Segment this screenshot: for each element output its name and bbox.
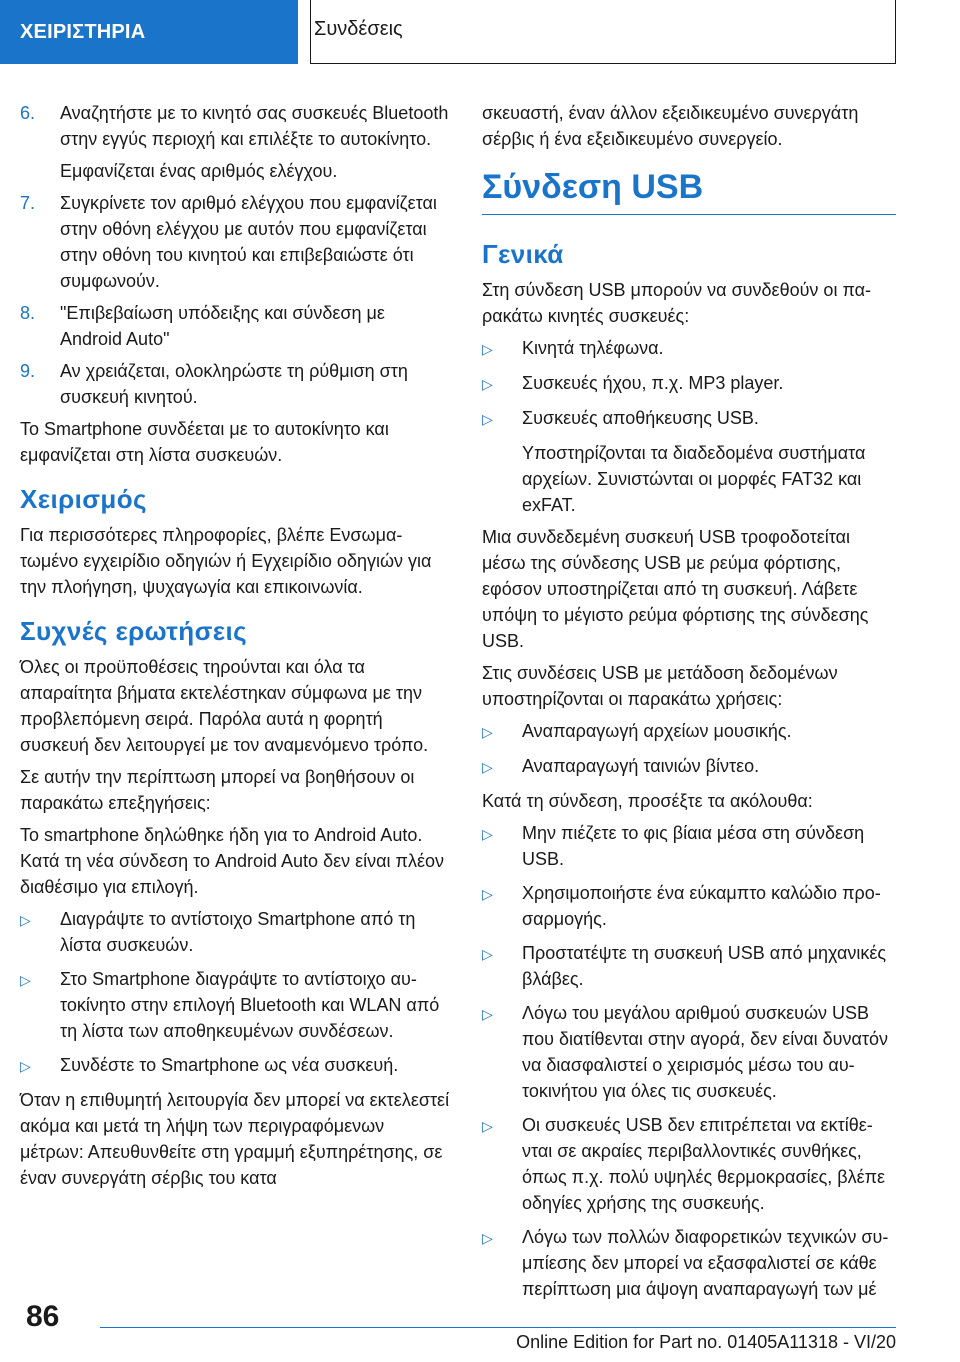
step-item: 9. Αν χρειάζεται, ολοκληρώστε τη ρύθμιση στη συσκευή κινητού. (20, 361, 408, 407)
triangle-bullet-icon: ▷ (482, 826, 493, 842)
paragraph: Για περισσότερες πληροφορίες, βλέπε Ενσωματωμένο εγχειρίδιο οδηγιών ή Εγχειρίδιο οδηγιών για την πλοήγηση, ψυχαγωγία και επικοινωνία. (20, 525, 432, 597)
list-item: ▷ Λόγω των πολλών διαφορετικών τεχνικών συμπίεσης δεν μπορεί να εξασφαλιστεί σε κάθε περίπτωση μια άψογη αναπαραγωγή των μέ (482, 1224, 896, 1302)
header-rule (310, 63, 896, 64)
step-item: 7. Συγκρίνετε τον αριθμό ελέγχου που εμφανίζεται στην οθόνη ελέγχου με αυτόν που εμφανίζεται στην οθόνη του κινητού και επιβεβαιώστε ότι συμφωνούν. (20, 193, 437, 291)
paragraph: Όλες οι προϋποθέσεις τηρούνται και όλα τα απαραίτητα βήματα εκτελέστηκαν σύμφωνα με την προβλεπόμενη σειρά. Παρόλα αυτά η φορητή συσκευή δεν λειτουργεί με τον αναμενόμενο τρόπο. (20, 657, 429, 755)
paragraph: Στις συνδέσεις USB με μετάδοση δεδομένων υποστηρίζονται οι παρακάτω χρήσεις: (482, 663, 838, 709)
triangle-bullet-icon: ▷ (482, 759, 493, 775)
paragraph: Όταν η επιθυμητή λειτουργία δεν μπορεί να εκτελεστεί ακόμα και μετά τη λήψη των περιγραφόμενων μέτρων: Απευθυνθείτε στη γραμμή εξυπηρέτησης, σε έναν συνεργάτη σέρβις του κατα (20, 1090, 450, 1188)
triangle-bullet-icon: ▷ (482, 341, 493, 357)
list-item: ▷ Διαγράψτε το αντίστοιχο Smartphone από τη λίστα συσκευών. (20, 906, 450, 958)
section-tab: ΧΕΙΡΙΣΤΗΡΙΑ (0, 0, 298, 64)
triangle-bullet-icon: ▷ (482, 376, 493, 392)
list-item: ▷ Συσκευές αποθήκευσης USB. (482, 405, 896, 432)
list-item: ▷ Αναπαραγωγή ταινιών βίντεο. (482, 753, 896, 780)
paragraph: Το smartphone δηλώθηκε ήδη για το Android Auto. Κατά τη νέα σύνδεση το Android Auto δεν είναι πλέον διαθέσιμο για επιλογή. (20, 825, 445, 897)
list-item: ▷ Στο Smartphone διαγράψτε το αντίστοιχο αυτοκίνητο στην επιλογή Bluetooth και WLAN από τη λίστα των αποθηκευμένων συνδέσεων. (20, 966, 450, 1044)
list-item: ▷ Προστατέψτε τη συσκευή USB από μηχανικές βλάβες. (482, 940, 896, 992)
triangle-bullet-icon: ▷ (482, 946, 493, 962)
step-item: 8. "Επιβεβαίωση υπόδειξης και σύνδεση με Android Auto" (20, 303, 385, 349)
list-item: ▷ Συνδέστε το Smartphone ως νέα συσκευή. (20, 1052, 450, 1079)
paragraph: Σε αυτήν την περίπτωση μπορεί να βοηθήσουν οι παρακάτω επεξηγήσεις: (20, 767, 415, 813)
step-item: 6. Αναζητήστε με το κινητό σας συσκευές Bluetooth στην εγγύς περιοχή και επιλέξτε το αυτοκίνητο. (20, 103, 449, 149)
footer-rule (100, 1327, 896, 1328)
triangle-bullet-icon: ▷ (20, 972, 31, 988)
paragraph: Το Smartphone συνδέεται με το αυτοκίνητο και εμφανίζεται στη λίστα συσκευών. (20, 419, 389, 465)
triangle-bullet-icon: ▷ (482, 1230, 493, 1246)
heading-general: Γενικά (482, 239, 564, 269)
chapter-title: Συνδέσεις (314, 18, 403, 40)
list-item: ▷ Αναπαραγωγή αρχείων μουσικής. (482, 718, 896, 745)
triangle-bullet-icon: ▷ (482, 411, 493, 427)
heading-operation: Χειρισμός (20, 484, 147, 514)
list-item: ▷ Συσκευές ήχου, π.χ. MP3 player. (482, 370, 896, 397)
paragraph: Μια συνδεδεμένη συσκευή USB τροφοδοτείται μέσω της σύνδεσης USB με ρεύμα φόρτισης, εφόσον υποστηρίζεται από τη συσκευή. Λάβετε υπόψη το μέγιστο ρεύμα φόρτισης της σύνδεσης USB. (482, 527, 869, 651)
header-divider-right (895, 0, 896, 64)
heading-faq: Συχνές ερωτήσεις (20, 616, 248, 646)
triangle-bullet-icon: ▷ (482, 724, 493, 740)
list-item: ▷ Κινητά τηλέφωνα. (482, 335, 896, 362)
heading-usb-connection: Σύνδεση USB (482, 174, 896, 215)
list-item: ▷ Οι συσκευές USB δεν επιτρέπεται να εκτίθενται σε ακραίες περιβαλλοντικές συνθήκες, όπως π.χ. πολύ υψηλές θερμοκρασίες, βλέπε οδηγίες χρήσης της συσκευής. (482, 1112, 896, 1216)
paragraph: Στη σύνδεση USB μπορούν να συνδεθούν οι παρακάτω κινητές συσκευές: (482, 280, 872, 326)
step-note: Εμφανίζεται ένας αριθμός ελέγχου. (60, 161, 338, 181)
triangle-bullet-icon: ▷ (20, 1058, 31, 1074)
triangle-bullet-icon: ▷ (20, 912, 31, 928)
triangle-bullet-icon: ▷ (482, 886, 493, 902)
list-item: ▷ Λόγω του μεγάλου αριθμού συσκευών USB που διατίθενται στην αγορά, δεν είναι δυνατόν να διασφαλιστεί ο χειρισμός μέσω του αυτοκινήτου για όλες τις συσκευές. (482, 1000, 896, 1104)
paragraph: σκευαστή, έναν άλλον εξειδικευμένο συνεργάτη σέρβις ή ένα εξειδικευμένο συνεργείο. (482, 103, 859, 149)
triangle-bullet-icon: ▷ (482, 1118, 493, 1134)
paragraph: Υποστηρίζονται τα διαδεδομένα συστήματα αρχείων. Συνιστώνται οι μορφές FAT32 και exFAT. (522, 443, 866, 515)
paragraph: Κατά τη σύνδεση, προσέξτε τα ακόλουθα: (482, 791, 813, 811)
list-item: ▷ Μην πιέζετε το φις βίαια μέσα στη σύνδεση USB. (482, 820, 896, 872)
right-column (482, 100, 896, 1310)
header-divider (310, 0, 311, 64)
triangle-bullet-icon: ▷ (482, 1006, 493, 1022)
page-number: 86 (26, 1300, 60, 1333)
edition-label: Online Edition for Part no. 01405A11318 - VI/20 (516, 1332, 896, 1352)
left-column (20, 100, 450, 1197)
list-item: ▷ Χρησιμοποιήστε ένα εύκαμπτο καλώδιο προσαρμογής. (482, 880, 896, 932)
